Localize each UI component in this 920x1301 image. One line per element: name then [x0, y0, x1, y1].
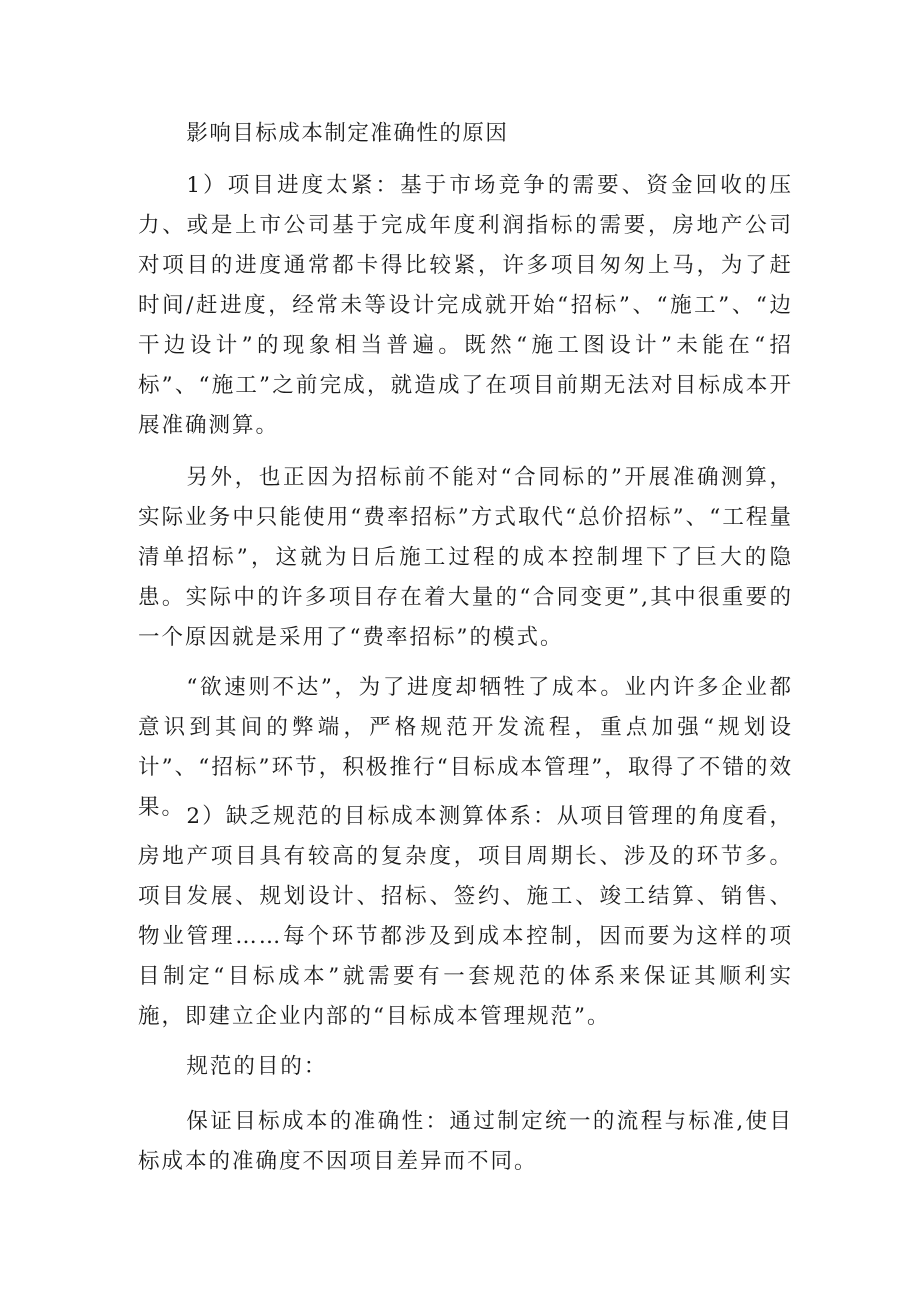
- paragraph-haste-cost: “欲速则不达”，为了进度却牺牲了成本。业内许多企业都意识到其间的弊端，严格规范开发流程，重点加强“规划设计”、“招标”环节，积极推行“目标成本管理”，取得了不错的效果。: [138, 675, 793, 820]
- paragraph-purpose-label: 规范的目的：: [186, 1054, 328, 1079]
- section-heading: 影响目标成本制定准确性的原因: [186, 121, 509, 146]
- paragraph-cost-system: 2）缺乏规范的目标成本测算体系：从项目管理的角度看，房地产项目具有较高的复杂度，项目周期长、涉及的环节多。项目发展、规划设计、招标、签约、施工、竣工结算、销售、物业管理……每个环节都涉及到成本控制，因而要为这样的项目制定“目标成本”就需要有一套规范的体系来保证其顺利实施，即建立企业内部的“目标成本管理规范”。: [138, 804, 793, 1029]
- paragraph-accuracy: 保证目标成本的准确性：通过制定统一的流程与标准,使目标成本的准确度不因项目差异而不同。: [138, 1109, 793, 1174]
- paragraph-rate-bidding: 另外，也正因为招标前不能对“合同标的”开展准确测算，实际业务中只能使用“费率招标”方式取代“总价招标”、“工程量清单招标”，这就为日后施工过程的成本控制埋下了巨大的隐患。实际中的许多项目存在着大量的“合同变更”,其中很重要的一个原因就是采用了“费率招标”的模式。: [138, 465, 793, 650]
- paragraph-project-schedule: 1）项目进度太紧：基于市场竞争的需要、资金回收的压力、或是上市公司基于完成年度利润指标的需要，房地产公司对项目的进度通常都卡得比较紧，许多项目匆匆上马，为了赶时间/赶进度，经常未等设计完成就开始“招标”、“施工”、“边干边设计”的现象相当普遍。既然“施工图设计”未能在“招标”、“施工”之前完成，就造成了在项目前期无法对目标成本开展准确测算。: [138, 173, 793, 438]
